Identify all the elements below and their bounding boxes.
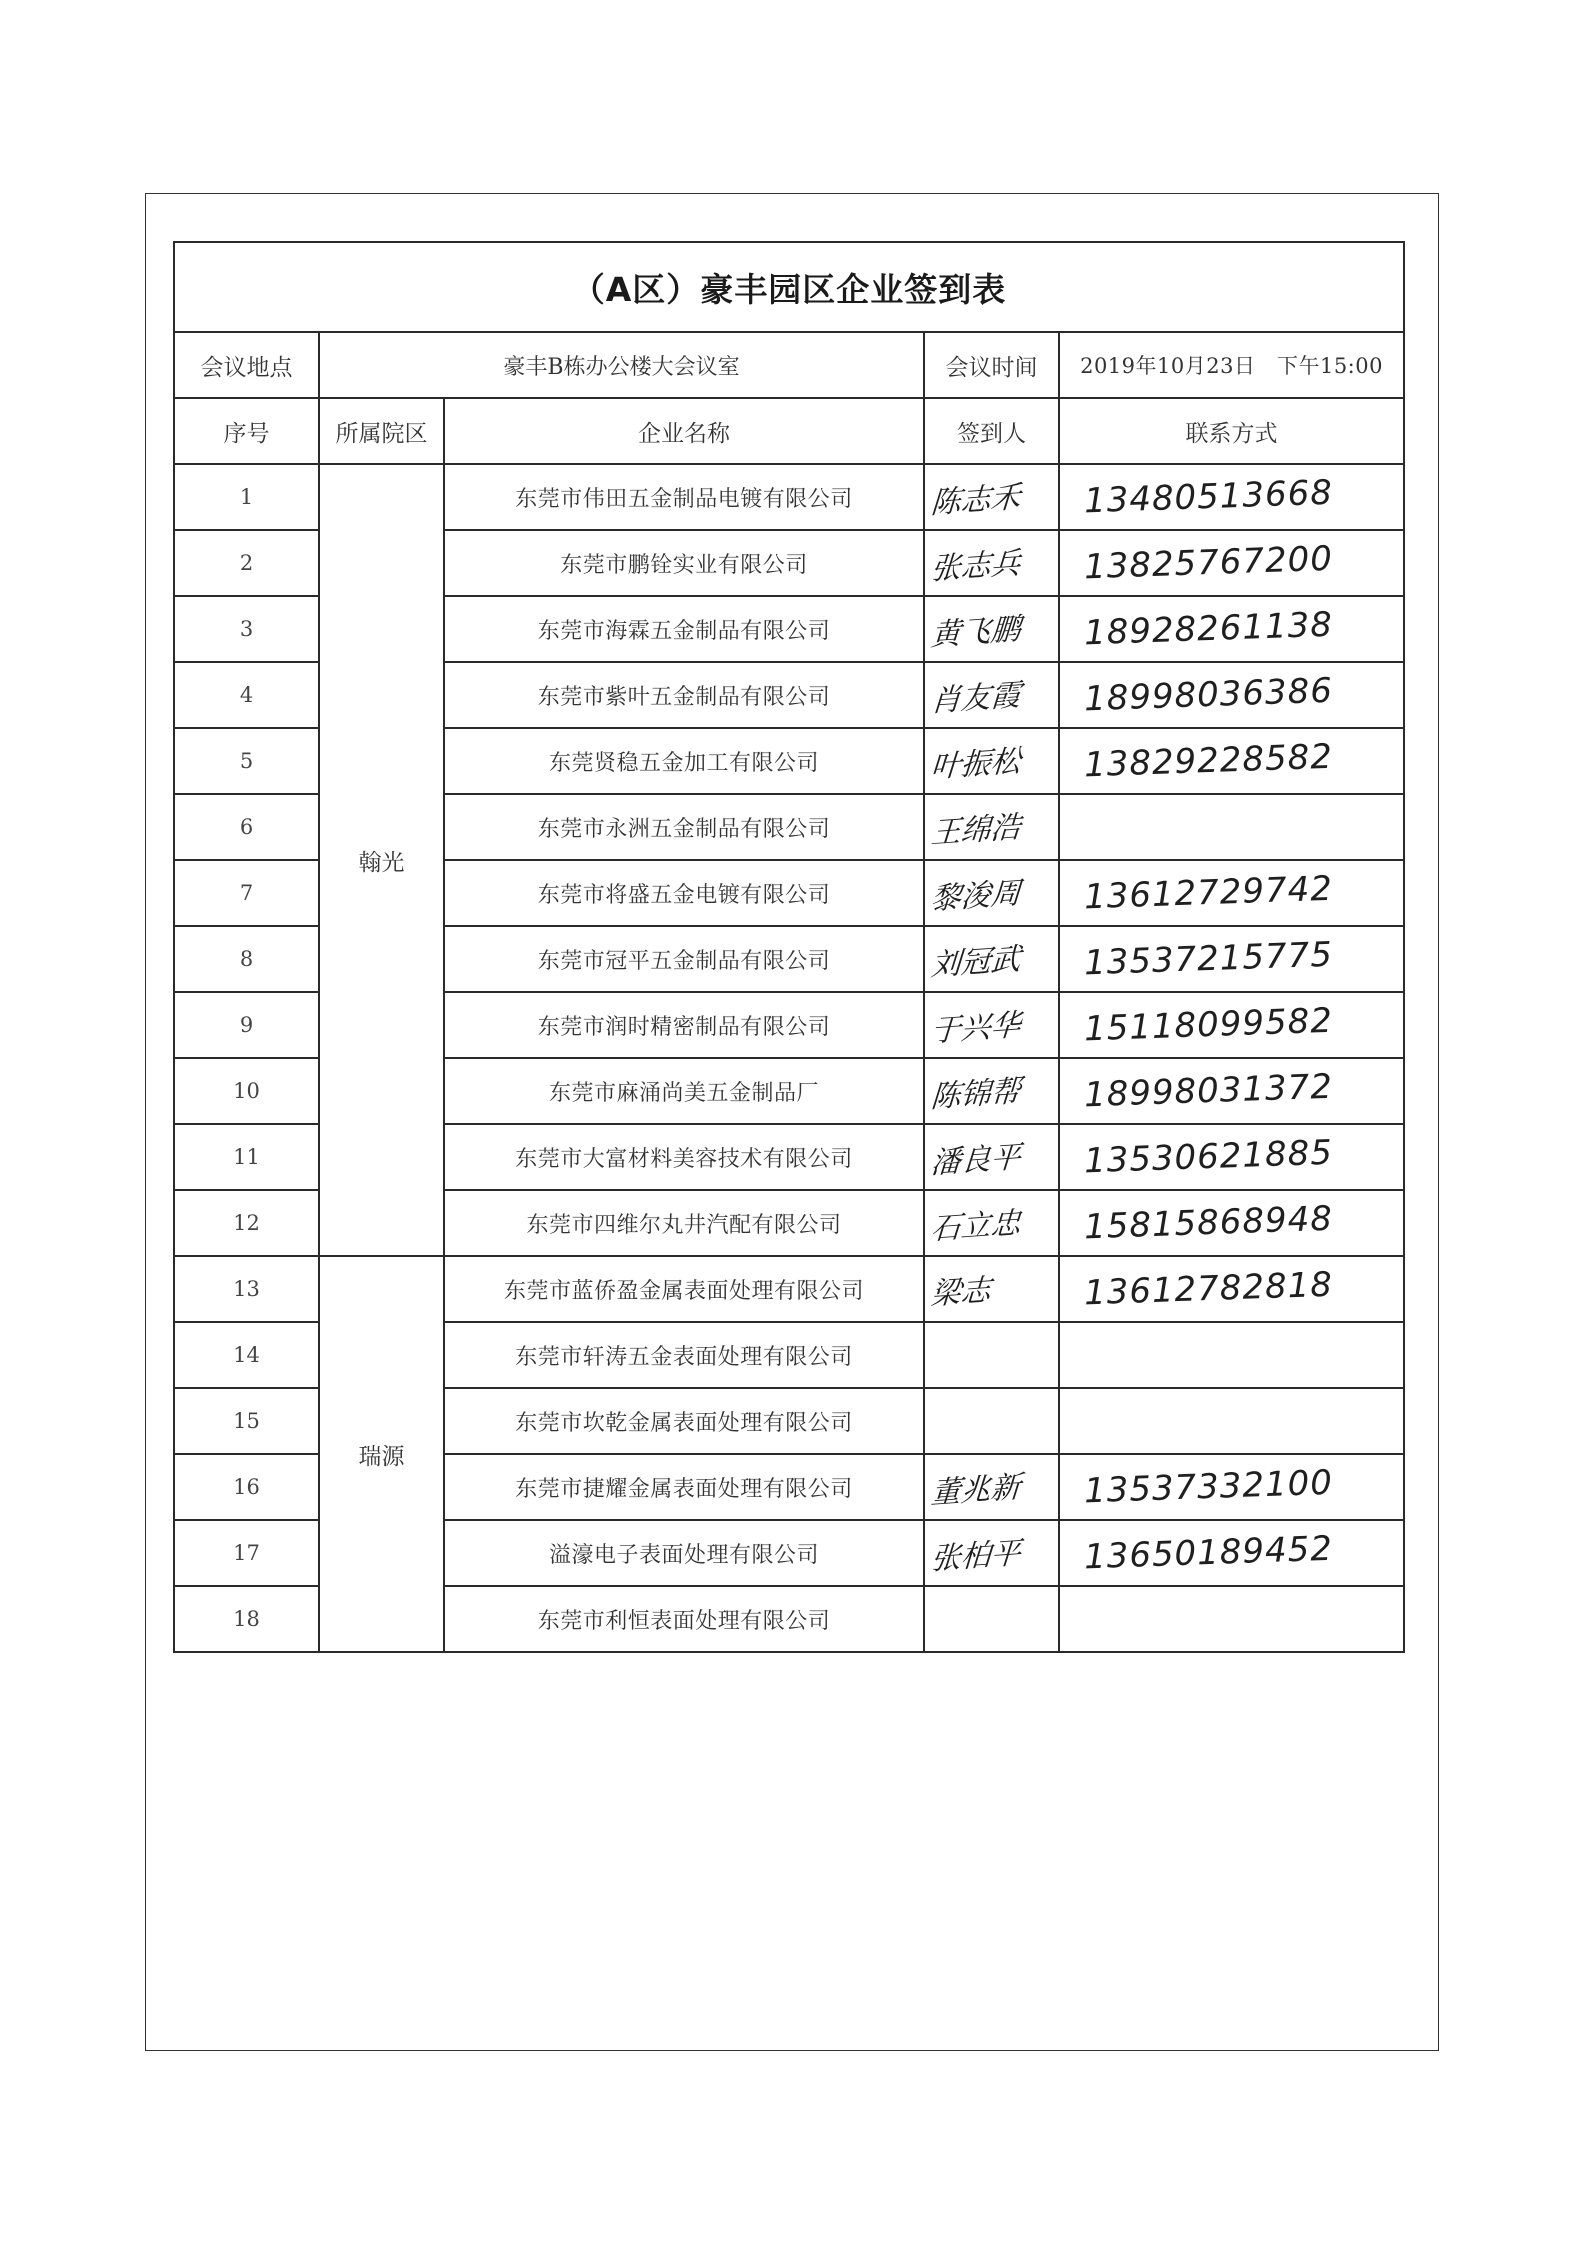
time-label: 会议时间 [924, 332, 1059, 398]
contact-phone [1059, 662, 1404, 728]
company-name: 东莞市将盛五金电镀有限公司 [444, 860, 924, 926]
contact-phone [1059, 1190, 1404, 1256]
company-name: 东莞市大富材料美容技术有限公司 [444, 1124, 924, 1190]
header-region: 所属院区 [319, 398, 444, 464]
contact-phone [1059, 794, 1404, 860]
signer-name: 张柏平 [929, 1535, 1022, 1578]
signer-name: 黎浚周 [929, 875, 1022, 918]
phone-number: 13650189452 [1083, 1528, 1334, 1578]
contact-phone [1059, 860, 1404, 926]
signer-signature [924, 728, 1059, 794]
company-name: 东莞市蓝侨盈金属表面处理有限公司 [444, 1256, 924, 1322]
header-company: 企业名称 [444, 398, 924, 464]
row-seq: 18 [174, 1586, 319, 1652]
signer-signature [924, 1190, 1059, 1256]
signer-signature [924, 1454, 1059, 1520]
phone-number: 13612782818 [1083, 1264, 1334, 1314]
signer-name: 肖友霞 [929, 677, 1022, 720]
row-seq: 11 [174, 1124, 319, 1190]
region-cell: 瑞源 [319, 1256, 444, 1652]
signer-signature [924, 1124, 1059, 1190]
contact-phone [1059, 530, 1404, 596]
signer-name: 董兆新 [929, 1469, 1022, 1512]
signer-signature [924, 1256, 1059, 1322]
signer-signature [924, 530, 1059, 596]
header-seq: 序号 [174, 398, 319, 464]
row-seq: 8 [174, 926, 319, 992]
row-seq: 16 [174, 1454, 319, 1520]
phone-number: 13537215775 [1083, 934, 1334, 984]
row-seq: 2 [174, 530, 319, 596]
phone-number: 15815868948 [1083, 1198, 1334, 1248]
contact-phone [1059, 992, 1404, 1058]
contact-phone [1059, 1322, 1404, 1388]
company-name: 东莞市润时精密制品有限公司 [444, 992, 924, 1058]
signer-name: 陈锦帮 [929, 1073, 1022, 1116]
contact-phone [1059, 1388, 1404, 1454]
company-name: 东莞市四维尔丸井汽配有限公司 [444, 1190, 924, 1256]
phone-number: 13829228582 [1083, 736, 1334, 786]
header-contact: 联系方式 [1059, 398, 1404, 464]
company-name: 东莞市海霖五金制品有限公司 [444, 596, 924, 662]
row-seq: 6 [174, 794, 319, 860]
row-seq: 10 [174, 1058, 319, 1124]
signer-name: 黄飞鹏 [929, 611, 1022, 654]
signer-signature [924, 464, 1059, 530]
signer-signature [924, 1586, 1059, 1652]
signer-signature [924, 1520, 1059, 1586]
signer-signature [924, 794, 1059, 860]
row-seq: 5 [174, 728, 319, 794]
signer-name: 梁志 [929, 1272, 992, 1313]
company-name: 东莞市紫叶五金制品有限公司 [444, 662, 924, 728]
location-value: 豪丰B栋办公楼大会议室 [319, 332, 924, 398]
signer-signature [924, 926, 1059, 992]
table-row [174, 464, 1404, 530]
company-name: 东莞市坎乾金属表面处理有限公司 [444, 1388, 924, 1454]
contact-phone [1059, 1520, 1404, 1586]
phone-number: 13530621885 [1083, 1132, 1334, 1182]
row-seq: 4 [174, 662, 319, 728]
signer-name: 潘良平 [929, 1139, 1022, 1182]
time-value: 2019年10月23日 下午15:00 [1059, 332, 1404, 398]
signer-name: 陈志禾 [929, 479, 1022, 522]
header-signer: 签到人 [924, 398, 1059, 464]
contact-phone [1059, 728, 1404, 794]
signer-name: 张志兵 [929, 545, 1022, 588]
signer-signature [924, 1058, 1059, 1124]
company-name: 东莞市伟田五金制品电镀有限公司 [444, 464, 924, 530]
company-name: 东莞市利恒表面处理有限公司 [444, 1586, 924, 1652]
company-name: 东莞市捷耀金属表面处理有限公司 [444, 1454, 924, 1520]
signer-signature [924, 596, 1059, 662]
phone-number: 18998031372 [1083, 1066, 1334, 1116]
row-seq: 17 [174, 1520, 319, 1586]
contact-phone [1059, 1586, 1404, 1652]
row-seq: 12 [174, 1190, 319, 1256]
company-name: 溢濠电子表面处理有限公司 [444, 1520, 924, 1586]
company-name: 东莞市永洲五金制品有限公司 [444, 794, 924, 860]
phone-number: 13612729742 [1083, 868, 1334, 918]
signer-signature [924, 1322, 1059, 1388]
contact-phone [1059, 464, 1404, 530]
sheet-title: （A区）豪丰园区企业签到表 [174, 242, 1404, 332]
region-cell: 翰光 [319, 464, 444, 1256]
signer-name: 王绵浩 [929, 809, 1022, 852]
sign-in-table [173, 241, 1405, 1653]
location-label: 会议地点 [174, 332, 319, 398]
contact-phone [1059, 596, 1404, 662]
company-name: 东莞市鹏铨实业有限公司 [444, 530, 924, 596]
contact-phone [1059, 1454, 1404, 1520]
contact-phone [1059, 926, 1404, 992]
phone-number: 15118099582 [1083, 1000, 1334, 1050]
phone-number: 18998036386 [1083, 670, 1334, 720]
signer-name: 石立忠 [929, 1205, 1022, 1248]
company-name: 东莞贤稳五金加工有限公司 [444, 728, 924, 794]
row-seq: 7 [174, 860, 319, 926]
table-row [174, 1256, 1404, 1322]
row-seq: 9 [174, 992, 319, 1058]
signer-signature [924, 860, 1059, 926]
row-seq: 1 [174, 464, 319, 530]
phone-number: 13825767200 [1083, 538, 1334, 588]
signer-name: 于兴华 [929, 1007, 1022, 1050]
row-seq: 13 [174, 1256, 319, 1322]
phone-number: 18928261138 [1083, 604, 1334, 654]
row-seq: 15 [174, 1388, 319, 1454]
signer-name: 叶振松 [929, 743, 1022, 786]
phone-number: 13480513668 [1083, 472, 1334, 522]
contact-phone [1059, 1058, 1404, 1124]
signer-signature [924, 662, 1059, 728]
row-seq: 3 [174, 596, 319, 662]
phone-number: 13537332100 [1083, 1462, 1334, 1512]
signer-name: 刘冠武 [929, 941, 1022, 984]
row-seq: 14 [174, 1322, 319, 1388]
contact-phone [1059, 1124, 1404, 1190]
signer-signature [924, 992, 1059, 1058]
company-name: 东莞市麻涌尚美五金制品厂 [444, 1058, 924, 1124]
company-name: 东莞市冠平五金制品有限公司 [444, 926, 924, 992]
company-name: 东莞市轩涛五金表面处理有限公司 [444, 1322, 924, 1388]
signer-signature [924, 1388, 1059, 1454]
contact-phone [1059, 1256, 1404, 1322]
